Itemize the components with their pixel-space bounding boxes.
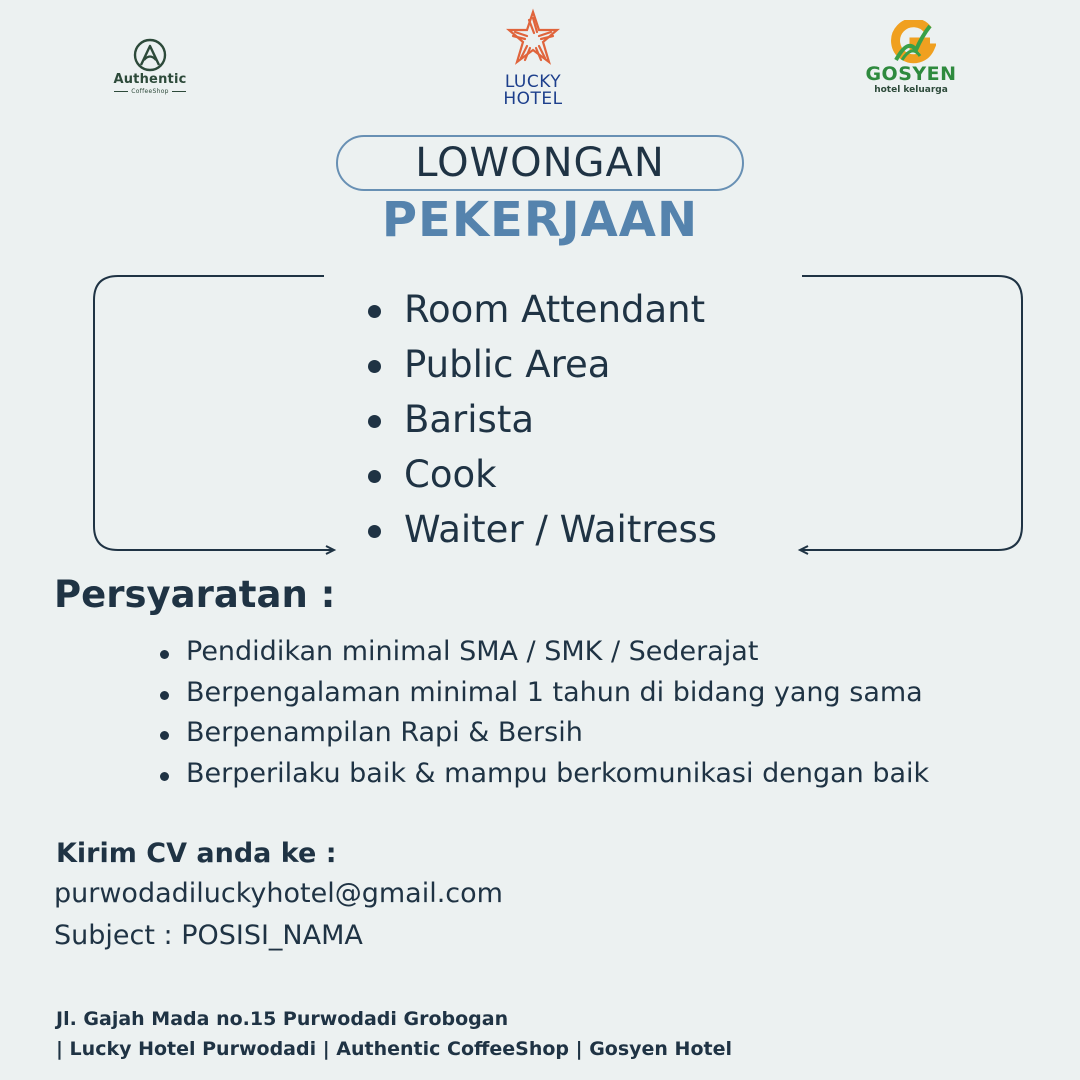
requirements-list xyxy=(156,632,929,794)
lucky-logo-line1: LUCKY xyxy=(504,72,562,92)
title-pekerjaan: PEKERJAAN xyxy=(381,192,699,248)
position-item: Cook xyxy=(366,447,717,502)
requirement-item: Berpenampilan Rapi & Bersih xyxy=(156,713,929,754)
position-item: Waiter / Waitress xyxy=(366,502,717,557)
requirement-item: Pendidikan minimal SMA / SMK / Sederajat xyxy=(156,632,929,673)
position-item: Public Area xyxy=(366,337,717,392)
position-item: Barista xyxy=(366,392,717,447)
title-top-text: LOWONGAN xyxy=(415,140,665,186)
lucky-logo-line2: HOTEL xyxy=(503,89,563,109)
footer-brands: | Lucky Hotel Purwodadi | Authentic CoffeeShop | Gosyen Hotel xyxy=(56,1038,732,1060)
authentic-logo-tagline: CoffeeShop xyxy=(104,88,196,95)
requirement-item: Berperilaku baik & mampu berkomunikasi dengan baik xyxy=(156,754,929,795)
positions-list xyxy=(366,282,717,557)
footer-address: Jl. Gajah Mada no.15 Purwodadi Grobogan xyxy=(56,1008,509,1030)
email-subject-format: Subject : POSISI_NAMA xyxy=(54,920,363,951)
authentic-logo-name: Authentic xyxy=(113,72,187,87)
gosyen-logo-tagline: hotel keluarga xyxy=(874,85,948,95)
position-item: Room Attendant xyxy=(366,282,717,337)
send-cv-heading: Kirim CV anda ke : xyxy=(56,838,337,869)
gosyen-logo-name: GOSYEN xyxy=(865,63,957,85)
requirements-heading: Persyaratan : xyxy=(54,573,336,616)
contact-email[interactable]: purwodadiluckyhotel@gmail.com xyxy=(54,878,503,909)
requirement-item: Berpengalaman minimal 1 tahun di bidang yang sama xyxy=(156,673,929,714)
